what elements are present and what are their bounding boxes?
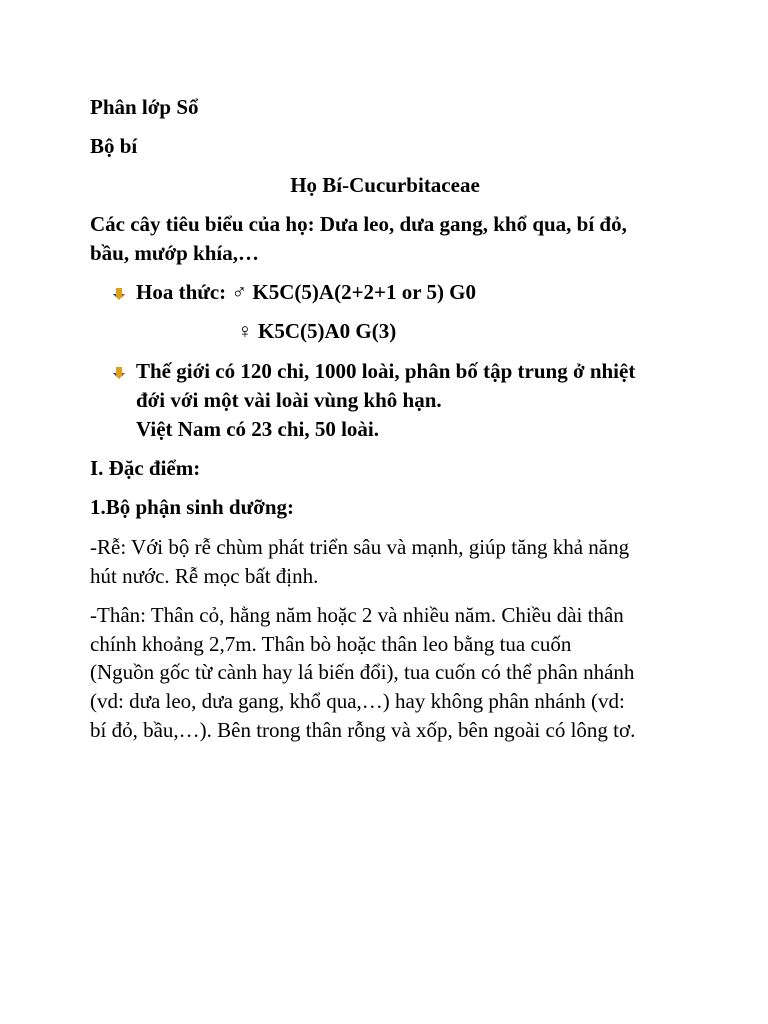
stem-paragraph-line-2: chính khoảng 2,7m. Thân bò hoặc thân leo bằng tua cuốn — [90, 632, 572, 656]
arrow-bullet-icon — [112, 366, 126, 380]
root-paragraph-line-1: -Rễ: Với bộ rễ chùm phát triển sâu và mạnh, giúp tăng khả năng — [90, 535, 630, 559]
formula-female: ♀ K5C(5)A0 G(3) — [237, 319, 397, 343]
formula-male: Hoa thức: ♂ K5C(5)A(2+2+1 or 5) G0 — [136, 280, 477, 304]
root-paragraph-line-2: hút nước. Rễ mọc bất định. — [90, 564, 319, 588]
world-distribution-line-1: Thế giới có 120 chi, 1000 loài, phân bố tập trung ở nhiệt — [136, 359, 636, 383]
stem-paragraph-line-5: bí đỏ, bầu,…). Bên trong thân rỗng và xốp, bên ngoài có lông tơ. — [90, 718, 636, 742]
family-title: Họ Bí-Cucurbitaceae — [290, 173, 480, 197]
order-heading: Bộ bí — [90, 134, 138, 158]
stem-paragraph-line-4: (vd: dưa leo, dưa gang, khổ qua,…) hay không phân nhánh (vd: — [90, 689, 625, 713]
arrow-bullet-icon — [112, 287, 126, 301]
world-distribution-line-2: đới với một vài loài vùng khô hạn. — [136, 388, 442, 412]
typical-species-line-2: bầu, mướp khía,… — [90, 241, 259, 265]
subsection-heading: 1.Bộ phận sinh dưỡng: — [90, 495, 294, 519]
stem-paragraph-line-3: (Nguồn gốc từ cành hay lá biến đổi), tua cuốn có thể phân nhánh — [90, 660, 635, 684]
typical-species-line-1: Các cây tiêu biểu của họ: Dưa leo, dưa gang, khổ qua, bí đỏ, — [90, 212, 627, 236]
vietnam-distribution: Việt Nam có 23 chi, 50 loài. — [136, 417, 380, 441]
section-heading: I. Đặc điểm: — [90, 456, 201, 480]
subclass-heading: Phân lớp Sổ — [90, 95, 199, 119]
stem-paragraph-line-1: -Thân: Thân cỏ, hằng năm hoặc 2 và nhiều năm. Chiều dài thân — [90, 603, 624, 627]
